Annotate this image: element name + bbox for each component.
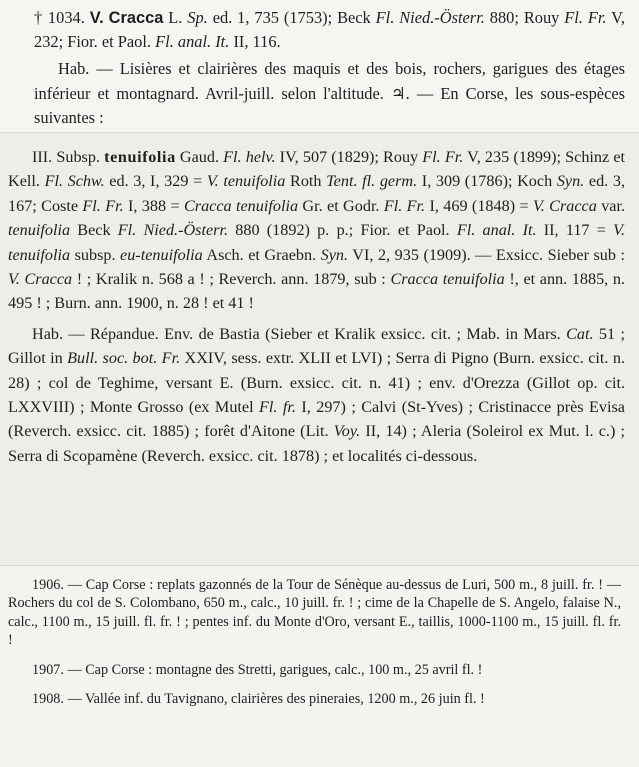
- text: V, 235 (1899); Schinz et Kell.: [8, 148, 626, 191]
- entry-ref: Fl. anal. It.: [155, 32, 230, 52]
- ref: V. Cracca: [8, 270, 73, 289]
- text: I, 388 =: [123, 196, 184, 215]
- ref: eu-tenuifolia: [120, 245, 203, 264]
- text: VI, 2, 935 (1909). — Exsicc. Sieber sub :: [348, 245, 625, 264]
- text: 880 (1892) p. p.; Fior. et Paol.: [228, 221, 457, 240]
- text: Gr. et Godr.: [298, 196, 384, 215]
- ref: Cracca tenuifolia: [183, 196, 299, 215]
- records-block: [0, 566, 639, 767]
- record-1906: 1906. — Cap Corse : replats gazonnés de la Tour de Sénèque au-dessus de Luri, 500 m., 8 juill. fr. ! — Rochers du col de S. Colombano, 650 m., calc., 10 juill. fr. ! ; cime de la Chapelle de S. Angelo, falaise N., calc., 1100 m., 15 juill. fl. fr. ! ; pentes inf. du Monte d'Oro, versant E., taillis, 1000-1100 m., 15 juill. fl. fr. !: [8, 577, 621, 649]
- text: !, et ann. 1885, n. 495 ! ; Burn. ann. 1900, n. 28 ! et 41 !: [8, 270, 625, 313]
- ref: Tent. fl. germ.: [326, 172, 418, 191]
- ref: Fl. fr.: [259, 398, 296, 417]
- ref: Cat.: [566, 324, 594, 343]
- ref: tenuifolia: [8, 221, 71, 240]
- entry-ref: Fl. Nied.-Österr.: [375, 8, 485, 27]
- text: I, 297) ; Calvi (St-Yves) ; Cristinacce près Evisa (Reverch. exsicc. cit. 1885) ; forêt d'Aitone (Lit.: [8, 398, 625, 441]
- entry-block: [0, 0, 639, 133]
- subspecies-name: tenuifolia: [104, 148, 176, 166]
- ref: Fl. Fr.: [82, 196, 124, 215]
- entry-ref: Sp.: [187, 8, 208, 27]
- text: Beck: [70, 221, 118, 240]
- entry-genus: V.: [89, 9, 104, 27]
- subspecies-synonymy: [8, 145, 625, 316]
- text: 51 ; Gillot in: [8, 324, 625, 368]
- text: I, 309 (1786); Koch: [417, 172, 557, 191]
- ref: Fl. Schw.: [44, 172, 105, 191]
- ref: V. Cracca: [532, 196, 597, 215]
- text: ed. 3, 167; Coste: [8, 172, 625, 215]
- entry-habitat: Hab. — Lisières et clairières des maquis et des bois, rochers, garigues des étages inférieur et montagnard. Avril-juill. selon l'altitude. ♃. — En Corse, les sous-espèces suivantes :: [34, 59, 625, 127]
- text: ed. 3, I, 329 =: [104, 172, 207, 191]
- ref: Fl. anal. It.: [456, 221, 537, 240]
- entry-author: L.: [168, 8, 188, 27]
- subspecies-block: [0, 133, 639, 566]
- ref: Fl. helv.: [223, 148, 276, 166]
- text: Gaud.: [175, 148, 224, 166]
- ref: V. tenuifolia: [206, 172, 286, 191]
- record-1907: 1907. — Cap Corse : montagne des Stretti, garigues, calc., 100 m., 25 avril fl. !: [32, 661, 483, 678]
- ref: Fl. Fr.: [422, 148, 464, 166]
- entry-ref: Fl. Fr.: [564, 8, 607, 27]
- text: Hab. — Répandue. Env. de Bastia (Sieber et Kralik exsicc. cit. ; Mab. in Mars.: [32, 324, 567, 343]
- entry-text: II, 116.: [229, 32, 281, 52]
- ref: Fl. Nied.-Österr.: [117, 221, 229, 240]
- ref: Syn.: [556, 172, 585, 191]
- text: Asch. et Graebn.: [202, 245, 321, 264]
- ref: Bull. soc. bot. Fr.: [67, 349, 181, 368]
- entry-number: † 1034.: [34, 8, 85, 27]
- ref: Syn.: [320, 245, 349, 264]
- entry-text: ed. 1, 735 (1753); Beck: [207, 8, 376, 27]
- text: subsp.: [70, 245, 121, 264]
- text: IV, 507 (1829); Rouy: [275, 148, 423, 166]
- ref: V. tenuifolia: [8, 221, 625, 264]
- text: XXIV, sess. extr. XLII et LVI) ; Serra di Pigno (Burn. exsicc. cit. n. 28) ; col de Teghime, versant E. (Burn. exsicc. cit. n. 41) ; env. d'Orezza (Gillot op. cit. LXXVIII) ; Monte Grosso (ex Mutel: [8, 349, 625, 417]
- text: I, 469 (1848) =: [425, 196, 533, 215]
- subspecies-habitat: [8, 322, 625, 468]
- entry-header: [34, 6, 625, 54]
- text: III. Subsp.: [32, 148, 105, 166]
- text: II, 14) ; Aleria (Soleirol ex Mut. l. c.) ; Serra di Scopamène (Reverch. exsicc. cit. 1878) ; et localités ci-dessous.: [8, 422, 625, 465]
- ref: Cracca tenuifolia: [390, 270, 505, 289]
- ref: Fl. Fr.: [383, 196, 426, 215]
- record-1908: 1908. — Vallée inf. du Tavignano, clairières des pineraies, 1200 m., 26 juin fl. !: [32, 691, 485, 708]
- text: ! ; Kralik n. 568 a ! ; Reverch. ann. 1879, sub :: [72, 270, 391, 289]
- text: var.: [596, 196, 626, 215]
- entry-text: 880; Rouy: [484, 8, 565, 27]
- entry-text: V, 232; Fior. et Paol.: [34, 8, 625, 52]
- text: II, 117 =: [536, 221, 614, 240]
- text: Roth: [285, 172, 327, 191]
- ref: Voy.: [333, 422, 361, 441]
- entry-species: Cracca: [108, 9, 164, 27]
